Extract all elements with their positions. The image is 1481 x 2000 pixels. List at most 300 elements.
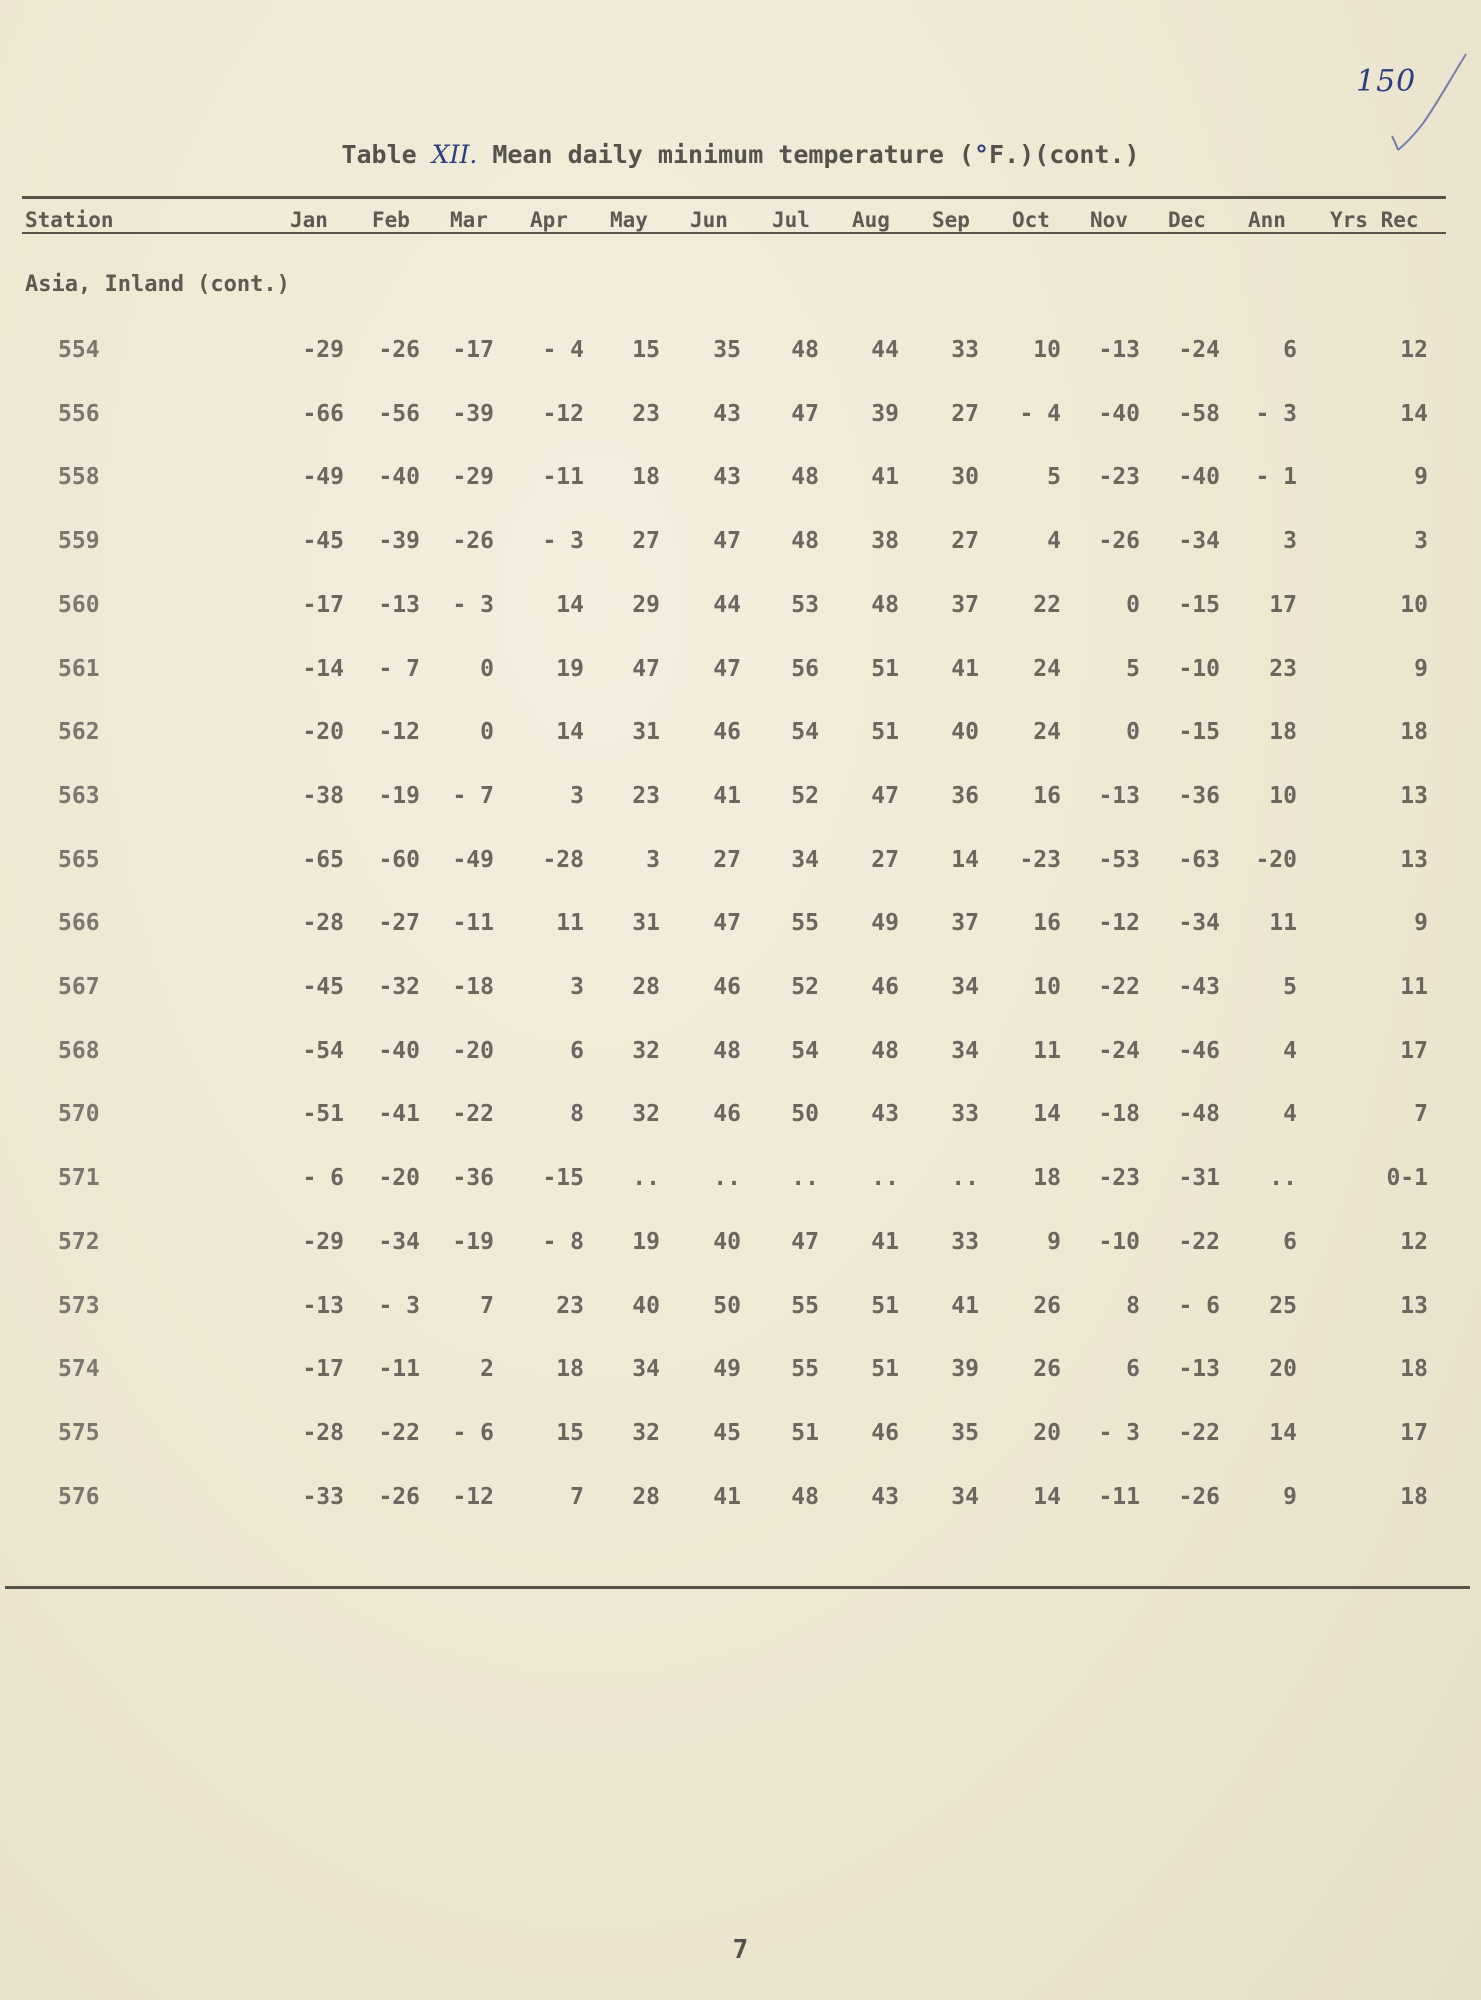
station-id: 566 <box>58 910 100 936</box>
cell-dec: -34 <box>1178 910 1220 936</box>
cell-sep: 33 <box>951 337 979 363</box>
cell-oct: 11 <box>1033 1038 1061 1064</box>
title-text: Mean daily minimum temperature ( <box>492 140 974 169</box>
cell-feb: -11 <box>378 1356 420 1382</box>
cell-sep: 27 <box>951 528 979 554</box>
cell-ann: 17 <box>1269 592 1297 618</box>
cell-mar: 0 <box>480 719 494 745</box>
cell-may: 15 <box>632 337 660 363</box>
table-row <box>0 401 1481 431</box>
title-unit-suffix: F.)(cont.) <box>989 140 1140 169</box>
cell-nov: -11 <box>1098 1484 1140 1510</box>
cell-apr: 19 <box>556 656 584 682</box>
cell-nov: -13 <box>1098 337 1140 363</box>
cell-ann: 14 <box>1269 1420 1297 1446</box>
cell-sep: 34 <box>951 974 979 1000</box>
cell-feb: -32 <box>378 974 420 1000</box>
cell-yrs-rec: 18 <box>1400 1356 1428 1382</box>
cell-jan: -51 <box>302 1101 344 1127</box>
cell-yrs-rec: 3 <box>1414 528 1428 554</box>
table-row <box>0 847 1481 877</box>
cell-nov: -12 <box>1098 910 1140 936</box>
cell-sep: 33 <box>951 1101 979 1127</box>
table-row <box>0 783 1481 813</box>
station-id: 556 <box>58 401 100 427</box>
station-id: 570 <box>58 1101 100 1127</box>
table-row <box>0 656 1481 686</box>
cell-apr: -15 <box>542 1165 584 1191</box>
cell-aug: 51 <box>871 719 899 745</box>
station-id: 565 <box>58 847 100 873</box>
cell-jul: 56 <box>791 656 819 682</box>
cell-apr: 8 <box>570 1101 584 1127</box>
cell-jan: -14 <box>302 656 344 682</box>
cell-aug: 48 <box>871 1038 899 1064</box>
table-title <box>0 140 1481 169</box>
cell-mar: - 6 <box>452 1420 494 1446</box>
cell-apr: 23 <box>556 1293 584 1319</box>
column-header-dec: Dec <box>1168 208 1206 232</box>
cell-may: 18 <box>632 464 660 490</box>
cell-yrs-rec: 9 <box>1414 656 1428 682</box>
cell-yrs-rec: 18 <box>1400 1484 1428 1510</box>
table-row <box>0 337 1481 367</box>
handwritten-page-number: 150 <box>1356 64 1417 99</box>
column-header-ann: Ann <box>1248 208 1286 232</box>
cell-may: 3 <box>646 847 660 873</box>
cell-yrs-rec: 17 <box>1400 1038 1428 1064</box>
cell-mar: 7 <box>480 1293 494 1319</box>
column-header-jan: Jan <box>290 208 328 232</box>
cell-yrs-rec: 10 <box>1400 592 1428 618</box>
cell-ann: -20 <box>1255 847 1297 873</box>
cell-oct: 24 <box>1033 719 1061 745</box>
cell-ann: 6 <box>1283 1229 1297 1255</box>
cell-nov: - 3 <box>1098 1420 1140 1446</box>
cell-jun: 44 <box>713 592 741 618</box>
cell-yrs-rec: 7 <box>1414 1101 1428 1127</box>
cell-may: 47 <box>632 656 660 682</box>
cell-jul: 51 <box>791 1420 819 1446</box>
table-bottom-rule <box>5 1586 1470 1589</box>
cell-jul: 54 <box>791 1038 819 1064</box>
cell-yrs-rec: 18 <box>1400 719 1428 745</box>
cell-jul: 55 <box>791 1293 819 1319</box>
cell-sep: 34 <box>951 1038 979 1064</box>
cell-mar: -19 <box>452 1229 494 1255</box>
cell-ann: 11 <box>1269 910 1297 936</box>
cell-sep: 14 <box>951 847 979 873</box>
table-row <box>0 1484 1481 1514</box>
cell-mar: 2 <box>480 1356 494 1382</box>
cell-nov: -10 <box>1098 1229 1140 1255</box>
cell-sep: 41 <box>951 656 979 682</box>
cell-jun: 41 <box>713 783 741 809</box>
cell-mar: -17 <box>452 337 494 363</box>
station-id: 561 <box>58 656 100 682</box>
cell-yrs-rec: 9 <box>1414 464 1428 490</box>
cell-nov: 8 <box>1126 1293 1140 1319</box>
cell-aug: 41 <box>871 464 899 490</box>
column-header-apr: Apr <box>530 208 568 232</box>
cell-oct: 14 <box>1033 1101 1061 1127</box>
cell-aug: .. <box>871 1165 899 1191</box>
cell-jan: -38 <box>302 783 344 809</box>
cell-oct: 16 <box>1033 783 1061 809</box>
station-id: 554 <box>58 337 100 363</box>
table-row <box>0 1293 1481 1323</box>
cell-dec: -24 <box>1178 337 1220 363</box>
column-header-station: Station <box>25 208 114 232</box>
cell-jan: -28 <box>302 910 344 936</box>
cell-feb: -39 <box>378 528 420 554</box>
cell-yrs-rec: 13 <box>1400 1293 1428 1319</box>
cell-aug: 49 <box>871 910 899 936</box>
cell-feb: -60 <box>378 847 420 873</box>
cell-feb: - 3 <box>378 1293 420 1319</box>
cell-oct: 24 <box>1033 656 1061 682</box>
cell-feb: -34 <box>378 1229 420 1255</box>
cell-apr: 7 <box>570 1484 584 1510</box>
cell-jan: -65 <box>302 847 344 873</box>
cell-aug: 27 <box>871 847 899 873</box>
cell-ann: - 1 <box>1255 464 1297 490</box>
cell-sep: 30 <box>951 464 979 490</box>
table-row <box>0 1038 1481 1068</box>
cell-dec: -58 <box>1178 401 1220 427</box>
cell-may: 28 <box>632 1484 660 1510</box>
cell-feb: -40 <box>378 1038 420 1064</box>
cell-aug: 51 <box>871 1356 899 1382</box>
cell-jul: 54 <box>791 719 819 745</box>
cell-apr: 3 <box>570 783 584 809</box>
cell-jun: 47 <box>713 656 741 682</box>
station-id: 575 <box>58 1420 100 1446</box>
cell-feb: -13 <box>378 592 420 618</box>
cell-sep: .. <box>951 1165 979 1191</box>
header-rule-top <box>22 196 1446 199</box>
cell-feb: -26 <box>378 337 420 363</box>
cell-jul: 34 <box>791 847 819 873</box>
column-header-jul: Jul <box>772 208 810 232</box>
cell-feb: -22 <box>378 1420 420 1446</box>
cell-aug: 47 <box>871 783 899 809</box>
cell-jun: 50 <box>713 1293 741 1319</box>
cell-yrs-rec: 14 <box>1400 401 1428 427</box>
cell-yrs-rec: 9 <box>1414 910 1428 936</box>
cell-oct: 10 <box>1033 974 1061 1000</box>
cell-oct: 20 <box>1033 1420 1061 1446</box>
cell-apr: 3 <box>570 974 584 1000</box>
cell-feb: -41 <box>378 1101 420 1127</box>
station-id: 559 <box>58 528 100 554</box>
cell-yrs-rec: 11 <box>1400 974 1428 1000</box>
station-id: 567 <box>58 974 100 1000</box>
station-id: 573 <box>58 1293 100 1319</box>
column-header-yrs-rec: Yrs Rec <box>1330 208 1419 232</box>
cell-apr: 15 <box>556 1420 584 1446</box>
cell-apr: -12 <box>542 401 584 427</box>
cell-jul: 50 <box>791 1101 819 1127</box>
cell-may: 32 <box>632 1420 660 1446</box>
column-header-feb: Feb <box>372 208 410 232</box>
cell-dec: -26 <box>1178 1484 1220 1510</box>
column-header-oct: Oct <box>1012 208 1050 232</box>
cell-apr: - 3 <box>542 528 584 554</box>
cell-may: 19 <box>632 1229 660 1255</box>
cell-may: .. <box>632 1165 660 1191</box>
cell-may: 32 <box>632 1038 660 1064</box>
cell-sep: 36 <box>951 783 979 809</box>
cell-mar: -12 <box>452 1484 494 1510</box>
cell-jul: 48 <box>791 1484 819 1510</box>
header-rule-bottom <box>22 232 1446 234</box>
cell-mar: -22 <box>452 1101 494 1127</box>
table-row <box>0 974 1481 1004</box>
cell-dec: -40 <box>1178 464 1220 490</box>
cell-oct: - 4 <box>1019 401 1061 427</box>
column-header-mar: Mar <box>450 208 488 232</box>
table-row <box>0 910 1481 940</box>
cell-jul: 52 <box>791 974 819 1000</box>
cell-sep: 37 <box>951 910 979 936</box>
cell-may: 28 <box>632 974 660 1000</box>
cell-may: 23 <box>632 401 660 427</box>
cell-apr: -11 <box>542 464 584 490</box>
cell-jan: -29 <box>302 1229 344 1255</box>
cell-feb: -27 <box>378 910 420 936</box>
cell-apr: 14 <box>556 592 584 618</box>
cell-feb: - 7 <box>378 656 420 682</box>
table-row <box>0 719 1481 749</box>
cell-mar: -20 <box>452 1038 494 1064</box>
cell-oct: 26 <box>1033 1293 1061 1319</box>
cell-sep: 41 <box>951 1293 979 1319</box>
cell-dec: -34 <box>1178 528 1220 554</box>
cell-feb: -20 <box>378 1165 420 1191</box>
station-id: 558 <box>58 464 100 490</box>
table-row <box>0 1420 1481 1450</box>
station-id: 576 <box>58 1484 100 1510</box>
cell-sep: 37 <box>951 592 979 618</box>
cell-dec: -36 <box>1178 783 1220 809</box>
cell-mar: - 7 <box>452 783 494 809</box>
cell-jan: -17 <box>302 1356 344 1382</box>
cell-jul: 47 <box>791 1229 819 1255</box>
cell-sep: 34 <box>951 1484 979 1510</box>
cell-may: 34 <box>632 1356 660 1382</box>
cell-jun: .. <box>713 1165 741 1191</box>
cell-feb: -56 <box>378 401 420 427</box>
cell-jun: 43 <box>713 464 741 490</box>
cell-sep: 27 <box>951 401 979 427</box>
cell-nov: -53 <box>1098 847 1140 873</box>
cell-dec: -48 <box>1178 1101 1220 1127</box>
cell-sep: 33 <box>951 1229 979 1255</box>
cell-ann: 18 <box>1269 719 1297 745</box>
title-prefix: Table <box>341 140 417 169</box>
cell-oct: 18 <box>1033 1165 1061 1191</box>
cell-jun: 27 <box>713 847 741 873</box>
cell-nov: 0 <box>1126 719 1140 745</box>
cell-dec: -13 <box>1178 1356 1220 1382</box>
cell-jul: 48 <box>791 464 819 490</box>
cell-apr: - 8 <box>542 1229 584 1255</box>
cell-mar: -36 <box>452 1165 494 1191</box>
cell-oct: 22 <box>1033 592 1061 618</box>
cell-nov: -26 <box>1098 528 1140 554</box>
page-number: 7 <box>732 1935 749 1965</box>
column-header-may: May <box>610 208 648 232</box>
cell-may: 40 <box>632 1293 660 1319</box>
cell-ann: 25 <box>1269 1293 1297 1319</box>
cell-nov: 6 <box>1126 1356 1140 1382</box>
station-id: 563 <box>58 783 100 809</box>
column-header-nov: Nov <box>1090 208 1128 232</box>
cell-ann: 5 <box>1283 974 1297 1000</box>
station-id: 574 <box>58 1356 100 1382</box>
cell-nov: -23 <box>1098 464 1140 490</box>
table-row <box>0 1229 1481 1259</box>
cell-ann: - 3 <box>1255 401 1297 427</box>
cell-yrs-rec: 17 <box>1400 1420 1428 1446</box>
station-id: 571 <box>58 1165 100 1191</box>
cell-may: 23 <box>632 783 660 809</box>
cell-ann: 20 <box>1269 1356 1297 1382</box>
column-header-aug: Aug <box>852 208 890 232</box>
table-row <box>0 1356 1481 1386</box>
table-row <box>0 464 1481 494</box>
cell-nov: -40 <box>1098 401 1140 427</box>
cell-oct: -23 <box>1019 847 1061 873</box>
cell-apr: 11 <box>556 910 584 936</box>
cell-oct: 16 <box>1033 910 1061 936</box>
cell-jan: -45 <box>302 528 344 554</box>
cell-jul: 48 <box>791 528 819 554</box>
cell-ann: 4 <box>1283 1038 1297 1064</box>
cell-jan: -28 <box>302 1420 344 1446</box>
cell-yrs-rec: 13 <box>1400 847 1428 873</box>
cell-ann: 4 <box>1283 1101 1297 1127</box>
cell-jul: .. <box>791 1165 819 1191</box>
cell-dec: -15 <box>1178 719 1220 745</box>
title-degree-symbol: ° <box>973 140 990 169</box>
cell-yrs-rec: 0-1 <box>1386 1165 1428 1191</box>
cell-dec: -43 <box>1178 974 1220 1000</box>
cell-yrs-rec: 12 <box>1400 1229 1428 1255</box>
station-id: 560 <box>58 592 100 618</box>
cell-aug: 43 <box>871 1101 899 1127</box>
cell-aug: 43 <box>871 1484 899 1510</box>
station-id: 562 <box>58 719 100 745</box>
cell-aug: 38 <box>871 528 899 554</box>
cell-mar: 0 <box>480 656 494 682</box>
table-row <box>0 528 1481 558</box>
cell-nov: -24 <box>1098 1038 1140 1064</box>
cell-jul: 53 <box>791 592 819 618</box>
cell-apr: 6 <box>570 1038 584 1064</box>
cell-jun: 48 <box>713 1038 741 1064</box>
table-row <box>0 1101 1481 1131</box>
cell-feb: -26 <box>378 1484 420 1510</box>
cell-yrs-rec: 12 <box>1400 337 1428 363</box>
table-row <box>0 592 1481 622</box>
cell-oct: 10 <box>1033 337 1061 363</box>
table-row <box>0 1165 1481 1195</box>
cell-jun: 46 <box>713 719 741 745</box>
cell-ann: 9 <box>1283 1484 1297 1510</box>
cell-aug: 46 <box>871 974 899 1000</box>
cell-jul: 48 <box>791 337 819 363</box>
cell-oct: 4 <box>1047 528 1061 554</box>
cell-apr: -28 <box>542 847 584 873</box>
cell-jun: 43 <box>713 401 741 427</box>
cell-jan: -49 <box>302 464 344 490</box>
station-id: 568 <box>58 1038 100 1064</box>
cell-mar: -11 <box>452 910 494 936</box>
cell-dec: - 6 <box>1178 1293 1220 1319</box>
cell-apr: - 4 <box>542 337 584 363</box>
cell-aug: 46 <box>871 1420 899 1446</box>
cell-dec: -31 <box>1178 1165 1220 1191</box>
cell-jan: -45 <box>302 974 344 1000</box>
cell-aug: 51 <box>871 656 899 682</box>
cell-mar: -26 <box>452 528 494 554</box>
cell-oct: 5 <box>1047 464 1061 490</box>
cell-jun: 45 <box>713 1420 741 1446</box>
cell-nov: 0 <box>1126 592 1140 618</box>
cell-may: 31 <box>632 910 660 936</box>
cell-jul: 52 <box>791 783 819 809</box>
cell-dec: -22 <box>1178 1420 1220 1446</box>
cell-jan: -20 <box>302 719 344 745</box>
cell-jan: -54 <box>302 1038 344 1064</box>
cell-aug: 39 <box>871 401 899 427</box>
cell-ann: 10 <box>1269 783 1297 809</box>
cell-jun: 46 <box>713 974 741 1000</box>
cell-jun: 40 <box>713 1229 741 1255</box>
cell-mar: -39 <box>452 401 494 427</box>
cell-nov: 5 <box>1126 656 1140 682</box>
cell-jan: -33 <box>302 1484 344 1510</box>
cell-sep: 35 <box>951 1420 979 1446</box>
cell-jan: -17 <box>302 592 344 618</box>
cell-jun: 49 <box>713 1356 741 1382</box>
cell-jul: 55 <box>791 910 819 936</box>
cell-aug: 44 <box>871 337 899 363</box>
cell-jul: 47 <box>791 401 819 427</box>
cell-nov: -23 <box>1098 1165 1140 1191</box>
cell-aug: 51 <box>871 1293 899 1319</box>
cell-jun: 47 <box>713 528 741 554</box>
cell-feb: -19 <box>378 783 420 809</box>
cell-yrs-rec: 13 <box>1400 783 1428 809</box>
cell-nov: -13 <box>1098 783 1140 809</box>
cell-sep: 40 <box>951 719 979 745</box>
cell-apr: 14 <box>556 719 584 745</box>
column-header-sep: Sep <box>932 208 970 232</box>
title-table-number: XII. <box>431 140 478 169</box>
cell-ann: 23 <box>1269 656 1297 682</box>
cell-ann: 6 <box>1283 337 1297 363</box>
cell-aug: 41 <box>871 1229 899 1255</box>
column-header-jun: Jun <box>690 208 728 232</box>
cell-jun: 46 <box>713 1101 741 1127</box>
cell-nov: -22 <box>1098 974 1140 1000</box>
cell-apr: 18 <box>556 1356 584 1382</box>
cell-oct: 26 <box>1033 1356 1061 1382</box>
cell-dec: -10 <box>1178 656 1220 682</box>
